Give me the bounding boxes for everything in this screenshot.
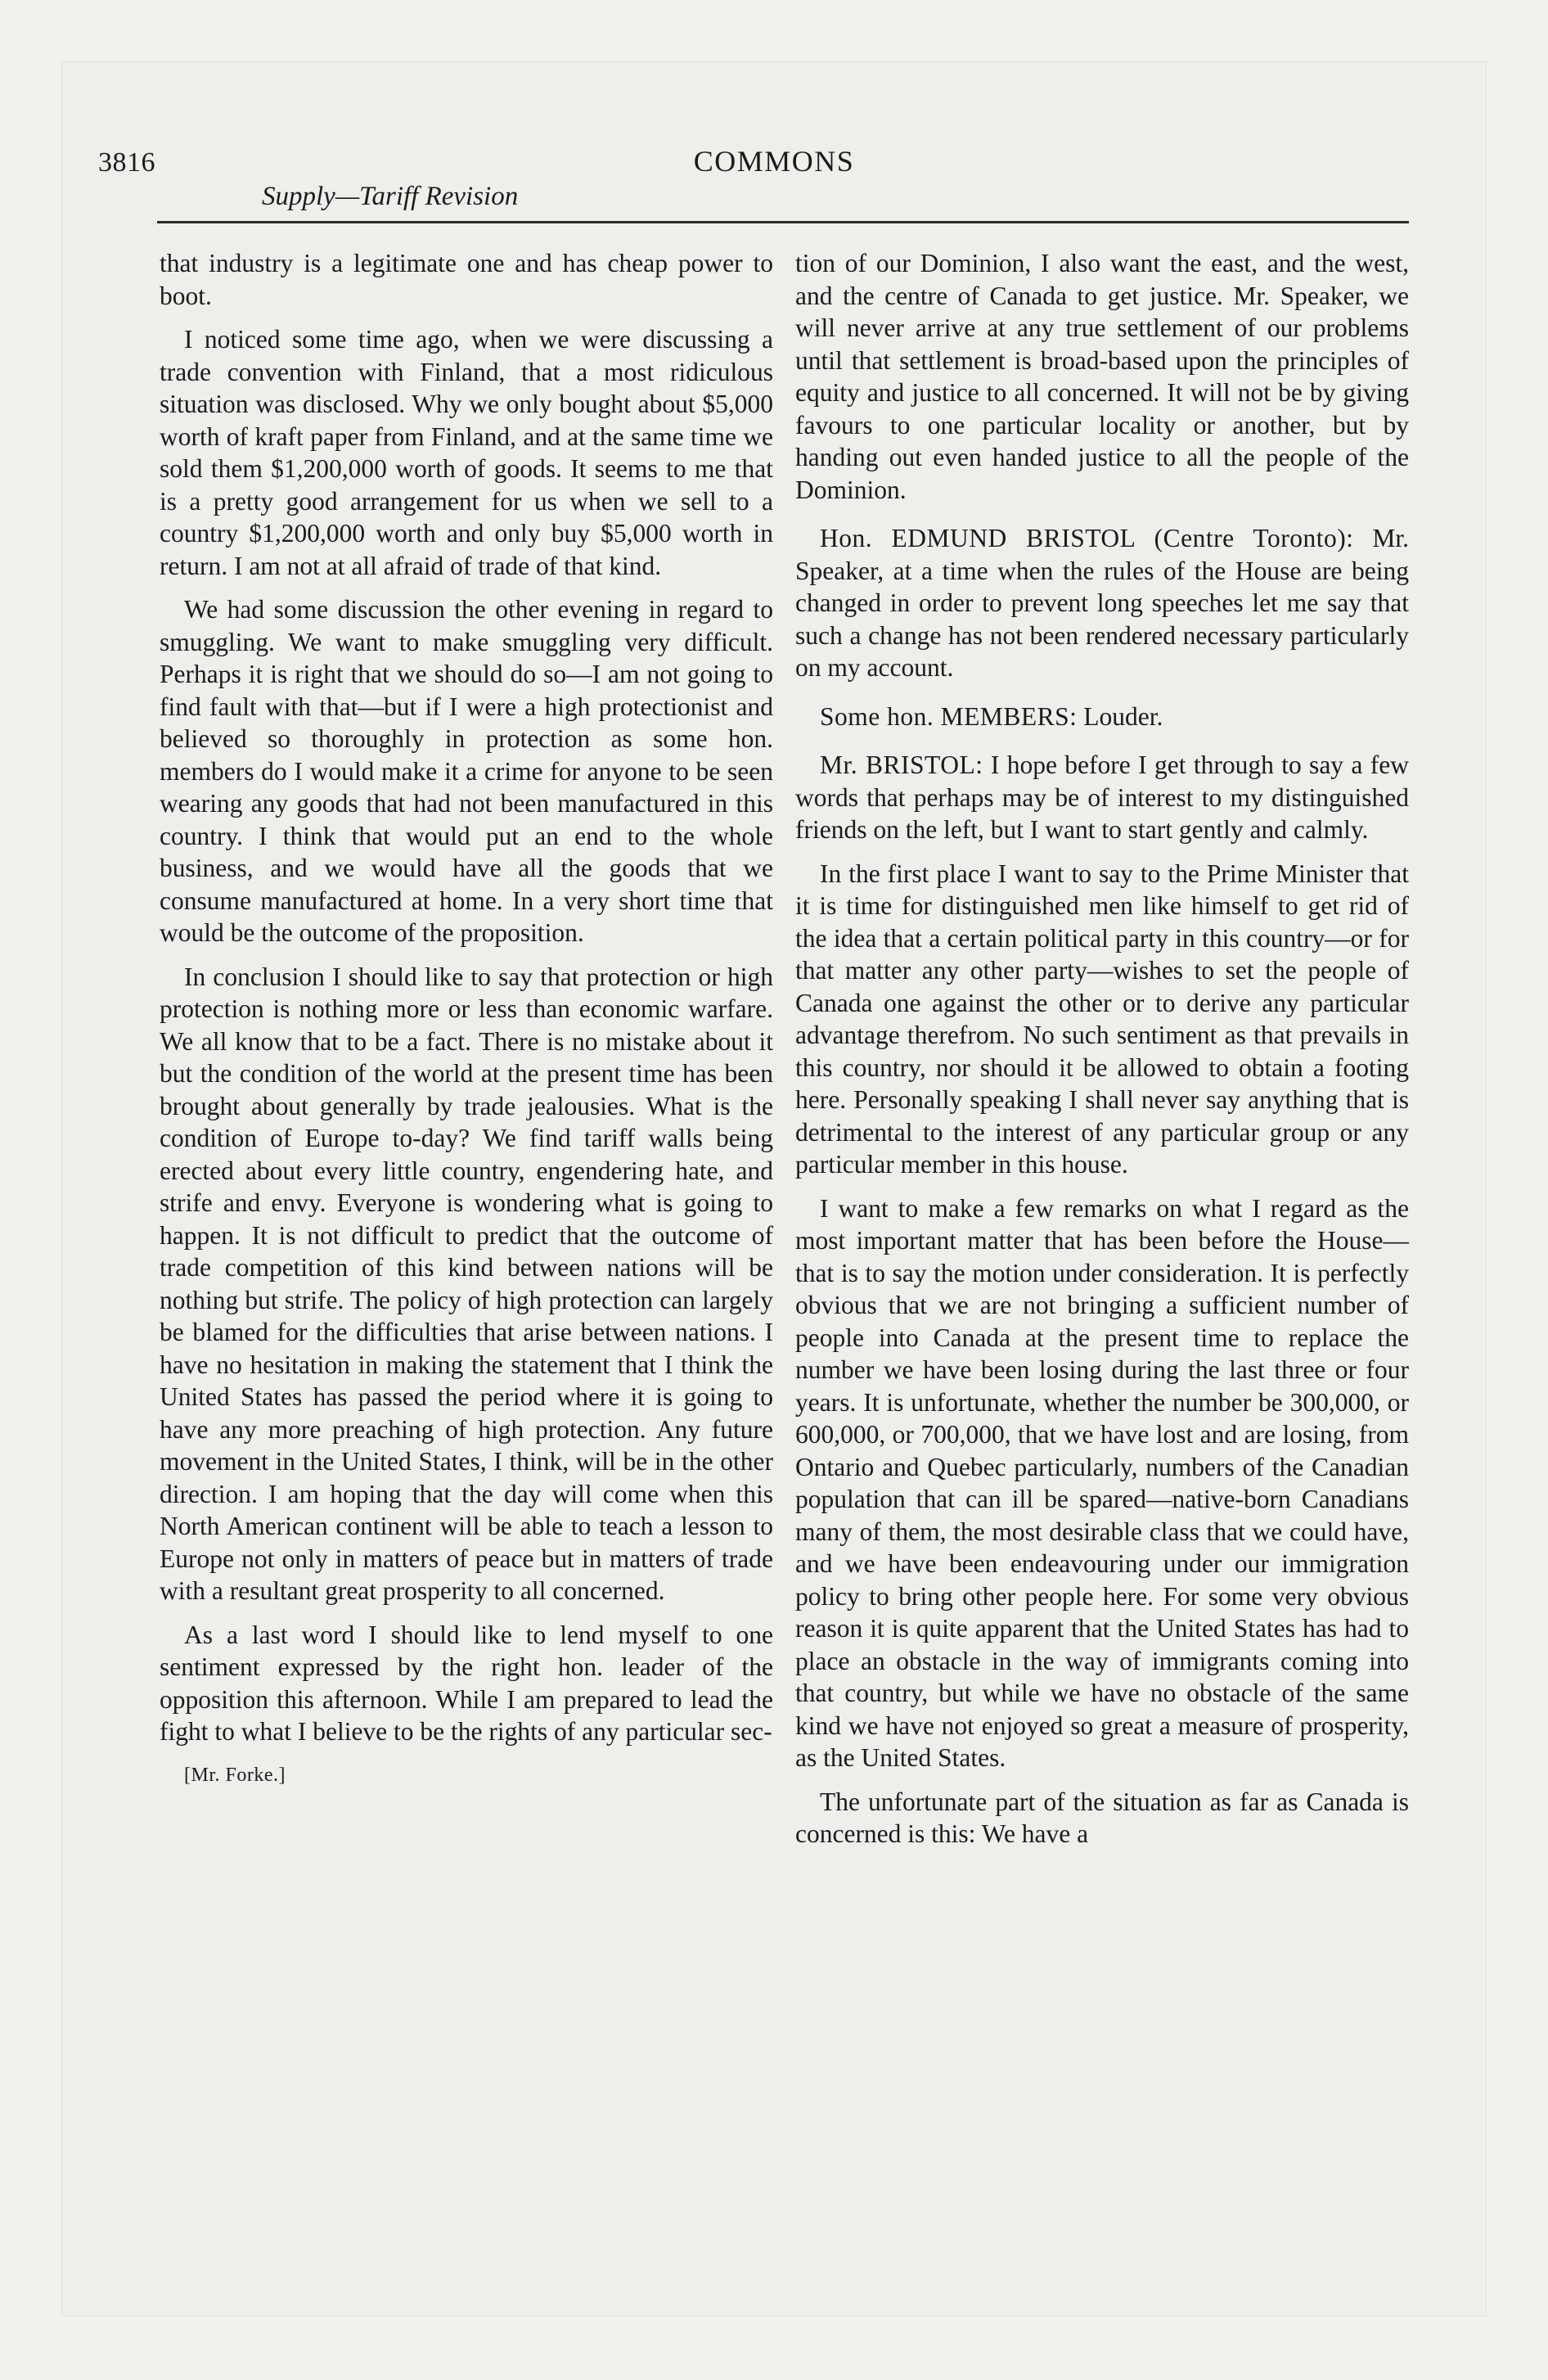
running-subheader: Supply—Tariff Revision (262, 182, 519, 211)
paragraph: tion of our Dominion, I also want the east, and the west, and the centre of Canada to get justice. Mr. Speaker, we will never arrive at any true settlement of our problems until that settlement is broad-based upon the principles of equity and justice to all concerned. It will not be by giving favours to one particular locality or another, but by handing out even handed justice to all the people of the Dominion. (795, 249, 1409, 504)
speaker-footnote: [Mr. Forke.] (184, 1764, 286, 1786)
speaker-name: Hon. EDMUND BRISTOL (Centre Toronto): (820, 524, 1354, 552)
paragraph: The unfortunate part of the situation as far as Canada is concerned is this: We have a (795, 1787, 1409, 1848)
speech-text: Louder. (1083, 701, 1163, 731)
left-column (160, 247, 773, 1803)
paragraph: that industry is a legitimate one and has cheap power to boot. (160, 249, 773, 310)
page-number: 3816 (98, 147, 155, 178)
speaker-name: Mr. BRISTOL: (820, 751, 983, 779)
speaker-name: Some hon. MEMBERS: (820, 701, 1078, 731)
paragraph: I want to make a few remarks on what I regard as the most important matter that has been before the House—that is to say the motion under consideration. It is perfectly obvious that we are not bringing a sufficient number of people into Canada at the present time to replace the number we have been losing during the last three or four years. It is unfortunate, whether the number be 300,000, or 600,000, or 700,000, that we have lost and are losing, from Ontario and Quebec particularly, numbers of the Canadian population that can ill be spared—native-born Canadians many of them, the most desirable class that we could have, and we have been endeavouring under our immigration policy to bring other people here. For some very obvious reason it is quite apparent that the United States has had to place an obstacle in the way of immigrants coming into that country, but while we have no obstacle of the same kind we have not enjoyed so great a measure of prosperity, as the United States. (795, 1193, 1409, 1772)
speech-paragraph (795, 701, 1409, 733)
speech-text: I hope before I get through to say a few words that perhaps may be of interest to my distinguished friends on the left, but I want to start gently and calmly. (795, 751, 1409, 844)
paragraph: In the first place I want to say to the Prime Minister that it is time for distinguished men like himself to get rid of the idea that a certain political party in this country—or for that matter any other party—wishes to set the people of Canada one against the other or to derive any particular advantage therefrom. No such sentiment as that prevails in this country, nor should it be allowed to obtain a footing here. Personally speaking I shall never say anything that is detrimental to the interest of any particular group or any particular member in this house. (795, 859, 1409, 1179)
speech-paragraph (795, 749, 1409, 846)
header-rule (157, 221, 1409, 223)
right-column (795, 247, 1409, 1862)
paragraph: We had some discussion the other evening in regard to smuggling. We want to make smuggling very difficult. Perhaps it is right that we should do so—I am not going to find fault with that—but if I were a high protectionist and believed so thoroughly in protection as some hon. members do I would make it a crime for anyone to be seen wearing any goods that had not been manufactured in this country. I think that would put an end to the whole business, and we would have all the goods that we consume manufactured at home. In a very short time that would be the outcome of the proposition. (160, 595, 773, 947)
running-header: COMMONS (693, 145, 855, 178)
paragraph: In conclusion I should like to say that protection or high protection is nothing more or less than economic warfare. We all know that to be a fact. There is no mistake about it but the condition of the world at the present time has been brought about generally by trade jealousies. What is the condition of Europe to-day? We find tariff walls being erected about every little country, engendering hate, and strife and envy. Everyone is wondering what is going to happen. It is not difficult to predict that the outcome of trade competition of this kind between nations will be nothing but strife. The policy of high protection can largely be blamed for the difficulties that arise between nations. I have no hesitation in making the statement that I think the United States has passed the period where it is going to have any more preaching of high protection. Any future movement in the United States, I think, will be in the other direction. I am hoping that the day will come when this North American continent will be able to teach a lesson to Europe not only in matters of peace but in matters of trade with a resultant great prosperity to all concerned. (160, 962, 773, 1605)
paragraph: As a last word I should like to lend myself to one sentiment expressed by the right hon. leader of the opposition this afternoon. While I am prepared to lead the fight to what I believe to be the rights of any particular sec- (160, 1620, 773, 1746)
paragraph: I noticed some time ago, when we were discussing a trade convention with Finland, that a most ridiculous situation was disclosed. Why we only bought about $5,000 worth of kraft paper from Finland, and at the same time we sold them $1,200,000 worth of goods. It seems to me that is a pretty good arrangement for us when we sell to a country $1,200,000 worth and only buy $5,000 worth in return. I am not at all afraid of trade of that kind. (160, 325, 773, 580)
speech-text: Mr. Speaker, at a time when the rules of the House are being changed in order to prevent long speeches let me say that such a change has not been rendered necessary particularly on my account. (795, 524, 1409, 682)
speech-paragraph (795, 522, 1409, 684)
